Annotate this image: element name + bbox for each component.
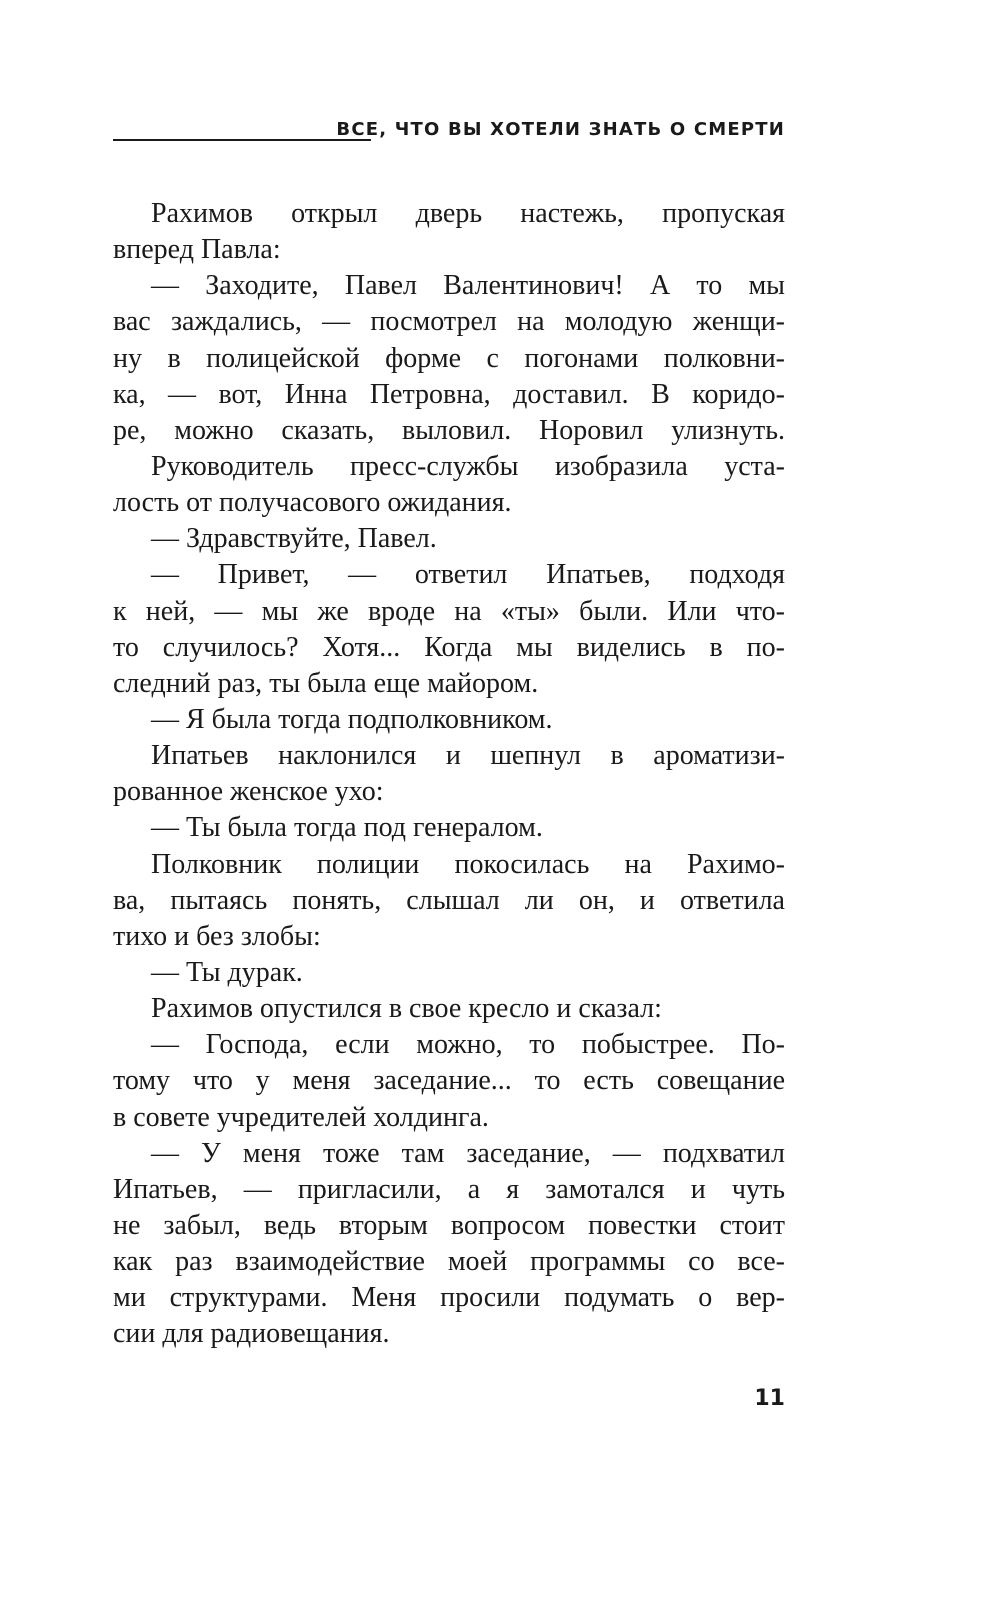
text-line: к ней, — мы же вроде на «ты» были. Или что- [113, 595, 785, 627]
text-line: как раз взаимодействие моей программы со все- [113, 1246, 785, 1278]
text-line: рованное женское ухо: [113, 776, 384, 808]
text-line: ми структурами. Меня просили подумать о вер- [113, 1282, 785, 1314]
text-line: — Я была тогда подполковником. [151, 703, 553, 735]
text-line: — Ты была тогда под генералом. [151, 812, 543, 844]
text-line: — Здравствуйте, Павел. [151, 523, 437, 555]
text-line: Полковник полиции покосилась на Рахимо- [151, 848, 785, 880]
text-line: Ипатьев, — пригласили, а я замотался и чуть [113, 1173, 785, 1205]
text-line: — Ты дурак. [151, 956, 303, 988]
text-line: не забыл, ведь вторым вопросом повестки стоит [113, 1209, 785, 1241]
text-line: лость от получасового ожидания. [113, 487, 512, 519]
text-line: Руководитель пресс-службы изобразила уста- [151, 450, 785, 482]
text-line: ка, — вот, Инна Петровна, доставил. В коридо- [113, 378, 785, 410]
page-number: 11 [754, 1386, 785, 1411]
text-line: — Господа, если можно, то побыстрее. По- [151, 1029, 785, 1061]
text-line: в совете учредителей холдинга. [113, 1101, 489, 1133]
text-line: тому что у меня заседание... то есть совещание [113, 1065, 785, 1097]
text-line: вас заждались, — посмотрел на молодую женщи- [113, 306, 785, 338]
text-line: Рахимов опустился в свое кресло и сказал: [151, 993, 662, 1025]
body-text [113, 196, 785, 1353]
text-line: тихо и без злобы: [113, 920, 321, 952]
text-line: сии для радиовещания. [113, 1318, 390, 1350]
text-line: ва, пытаясь понять, слышал ли он, и ответила [113, 884, 785, 916]
text-line: — Привет, — ответил Ипатьев, подходя [151, 559, 785, 591]
text-line: следний раз, ты была еще майором. [113, 667, 539, 699]
text-line: Рахимов открыл дверь настежь, пропуская [151, 198, 785, 229]
text-line: — У меня тоже там заседание, — подхватил [151, 1137, 785, 1169]
text-line: то случилось? Хотя... Когда мы виделись в по- [113, 631, 785, 663]
text-line: ну в полицейской форме с погонами полковни- [113, 342, 785, 374]
text-line: вперед Павла: [113, 234, 281, 266]
text-line: ре, можно сказать, выловил. Норовил улизнуть. [113, 414, 785, 446]
running-header [113, 116, 785, 144]
running-title: ВСЕ, ЧТО ВЫ ХОТЕЛИ ЗНАТЬ О СМЕРТИ [336, 119, 785, 140]
text-line: — Заходите, Павел Валентинович! А то мы [151, 270, 785, 302]
text-line: Ипатьев наклонился и шепнул в ароматизи- [151, 740, 785, 772]
header-rule [113, 139, 371, 141]
